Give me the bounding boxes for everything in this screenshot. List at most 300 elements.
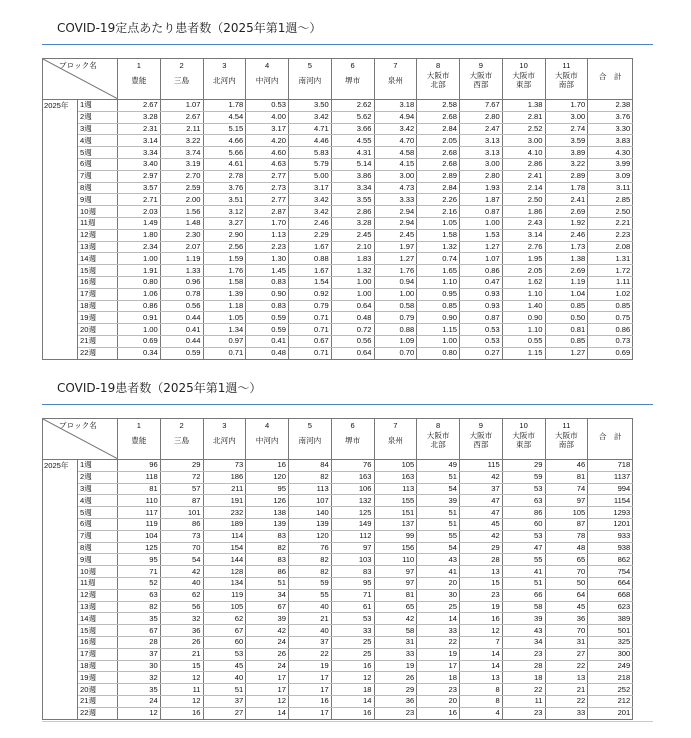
value-cell: 3.22 bbox=[160, 135, 203, 147]
value-cell: 14 bbox=[460, 648, 503, 660]
table-row bbox=[43, 288, 633, 300]
table-row bbox=[43, 566, 633, 578]
value-cell: 1.67 bbox=[289, 241, 332, 253]
column-number: 5 bbox=[307, 421, 312, 430]
value-cell: 12 bbox=[246, 695, 289, 707]
value-cell: 149 bbox=[331, 518, 374, 530]
week-label: 19週 bbox=[78, 312, 118, 324]
week-label: 18週 bbox=[78, 660, 118, 672]
value-cell: 23 bbox=[502, 648, 545, 660]
table-row bbox=[43, 135, 633, 147]
column-number: 6 bbox=[350, 61, 355, 70]
week-label: 6週 bbox=[78, 158, 118, 170]
total-label: 合 計 bbox=[598, 432, 622, 441]
value-cell: 4.55 bbox=[331, 135, 374, 147]
value-cell: 0.64 bbox=[331, 300, 374, 312]
value-cell: 1.93 bbox=[460, 182, 503, 194]
year-cell bbox=[43, 613, 78, 625]
value-cell: 2.68 bbox=[417, 147, 460, 159]
column-name: 豊能 bbox=[131, 76, 147, 85]
value-cell: 66 bbox=[502, 589, 545, 601]
year-cell bbox=[43, 495, 78, 507]
rate-table bbox=[42, 58, 633, 360]
value-cell: 189 bbox=[203, 518, 246, 530]
value-cell: 2.58 bbox=[417, 100, 460, 112]
column-number: 3 bbox=[222, 421, 227, 430]
year-cell: 2025年 bbox=[43, 460, 78, 472]
year-cell bbox=[43, 253, 78, 265]
value-cell: 1.73 bbox=[545, 241, 588, 253]
column-header bbox=[545, 59, 588, 100]
week-label: 13週 bbox=[78, 241, 118, 253]
week-label: 9週 bbox=[78, 194, 118, 206]
value-cell: 0.67 bbox=[289, 335, 332, 347]
column-number: 4 bbox=[265, 421, 270, 430]
value-cell: 0.59 bbox=[246, 312, 289, 324]
year-cell bbox=[43, 265, 78, 277]
value-cell: 29 bbox=[374, 684, 417, 696]
column-number: 7 bbox=[393, 421, 398, 430]
value-cell: 4.54 bbox=[203, 111, 246, 123]
value-cell: 119 bbox=[118, 518, 161, 530]
column-name: 北河内 bbox=[212, 76, 236, 85]
value-cell: 120 bbox=[289, 530, 332, 542]
value-cell: 0.79 bbox=[374, 312, 417, 324]
value-cell: 1.91 bbox=[118, 265, 161, 277]
table-row bbox=[43, 625, 633, 637]
value-cell: 1.76 bbox=[203, 265, 246, 277]
value-cell: 58 bbox=[502, 601, 545, 613]
column-header bbox=[203, 419, 246, 460]
value-cell: 0.59 bbox=[160, 347, 203, 359]
value-cell: 16 bbox=[417, 707, 460, 719]
value-cell: 2.69 bbox=[545, 206, 588, 218]
value-cell: 1.10 bbox=[417, 276, 460, 288]
value-cell: 22 bbox=[545, 660, 588, 672]
total-cell: 3.09 bbox=[588, 170, 633, 182]
column-number: 5 bbox=[307, 61, 312, 70]
value-cell: 0.41 bbox=[246, 335, 289, 347]
column-header bbox=[246, 59, 289, 100]
value-cell: 106 bbox=[331, 483, 374, 495]
value-cell: 1.27 bbox=[460, 241, 503, 253]
corner-label: ブロック名 bbox=[59, 421, 97, 430]
year-cell bbox=[43, 217, 78, 229]
value-cell: 104 bbox=[118, 530, 161, 542]
value-cell: 1.05 bbox=[417, 217, 460, 229]
value-cell: 27 bbox=[203, 707, 246, 719]
value-cell: 21 bbox=[545, 684, 588, 696]
year-cell bbox=[43, 300, 78, 312]
week-label: 20週 bbox=[78, 324, 118, 336]
total-cell: 994 bbox=[588, 483, 633, 495]
column-name: 南河内 bbox=[298, 436, 322, 445]
value-cell: 1.58 bbox=[417, 229, 460, 241]
value-cell: 17 bbox=[246, 672, 289, 684]
value-cell: 0.27 bbox=[460, 347, 503, 359]
value-cell: 32 bbox=[160, 613, 203, 625]
table-row bbox=[43, 471, 633, 483]
table-row bbox=[43, 636, 633, 648]
table-row bbox=[43, 111, 633, 123]
year-cell bbox=[43, 530, 78, 542]
week-label: 2週 bbox=[78, 111, 118, 123]
value-cell: 17 bbox=[246, 684, 289, 696]
value-cell: 16 bbox=[160, 707, 203, 719]
value-cell: 1.58 bbox=[203, 276, 246, 288]
value-cell: 1.13 bbox=[246, 229, 289, 241]
table-row bbox=[43, 182, 633, 194]
value-cell: 37 bbox=[118, 648, 161, 660]
value-cell: 2.46 bbox=[545, 229, 588, 241]
value-cell: 2.10 bbox=[331, 241, 374, 253]
year-cell bbox=[43, 194, 78, 206]
value-cell: 2.94 bbox=[374, 206, 417, 218]
corner-label: ブロック名 bbox=[59, 61, 97, 70]
value-cell: 30 bbox=[118, 660, 161, 672]
year-cell bbox=[43, 542, 78, 554]
total-cell: 2.21 bbox=[588, 217, 633, 229]
table-row bbox=[43, 495, 633, 507]
value-cell: 29 bbox=[160, 460, 203, 472]
value-cell: 4.15 bbox=[374, 158, 417, 170]
value-cell: 52 bbox=[118, 577, 161, 589]
value-cell: 1.04 bbox=[545, 288, 588, 300]
value-cell: 4.66 bbox=[203, 135, 246, 147]
value-cell: 43 bbox=[502, 625, 545, 637]
total-cell: 1.72 bbox=[588, 265, 633, 277]
total-cell: 1.02 bbox=[588, 288, 633, 300]
week-label: 22週 bbox=[78, 347, 118, 359]
column-header bbox=[118, 419, 161, 460]
value-cell: 2.31 bbox=[118, 123, 161, 135]
column-name: 堺市 bbox=[345, 436, 361, 445]
value-cell: 21 bbox=[289, 613, 332, 625]
value-cell: 23 bbox=[374, 707, 417, 719]
value-cell: 51 bbox=[246, 577, 289, 589]
value-cell: 1.27 bbox=[374, 253, 417, 265]
value-cell: 70 bbox=[160, 542, 203, 554]
value-cell: 2.67 bbox=[160, 111, 203, 123]
year-cell bbox=[43, 660, 78, 672]
value-cell: 43 bbox=[417, 554, 460, 566]
value-cell: 0.47 bbox=[460, 276, 503, 288]
value-cell: 0.64 bbox=[331, 347, 374, 359]
value-cell: 2.41 bbox=[502, 170, 545, 182]
week-label: 18週 bbox=[78, 300, 118, 312]
value-cell: 0.41 bbox=[160, 324, 203, 336]
value-cell: 42 bbox=[460, 471, 503, 483]
total-cell: 664 bbox=[588, 577, 633, 589]
total-cell: 0.75 bbox=[588, 312, 633, 324]
value-cell: 0.56 bbox=[331, 335, 374, 347]
value-cell: 11 bbox=[160, 684, 203, 696]
value-cell: 11 bbox=[502, 695, 545, 707]
value-cell: 65 bbox=[545, 554, 588, 566]
value-cell: 12 bbox=[331, 672, 374, 684]
table-row bbox=[43, 241, 633, 253]
value-cell: 0.93 bbox=[460, 288, 503, 300]
value-cell: 0.44 bbox=[160, 335, 203, 347]
value-cell: 128 bbox=[203, 566, 246, 578]
table-row bbox=[43, 613, 633, 625]
value-cell: 3.57 bbox=[118, 182, 161, 194]
value-cell: 0.71 bbox=[289, 324, 332, 336]
value-cell: 0.86 bbox=[118, 300, 161, 312]
total-cell: 1.31 bbox=[588, 253, 633, 265]
value-cell: 40 bbox=[160, 577, 203, 589]
value-cell: 119 bbox=[203, 589, 246, 601]
value-cell: 2.47 bbox=[460, 123, 503, 135]
column-number: 8 bbox=[436, 61, 441, 70]
value-cell: 1.34 bbox=[203, 324, 246, 336]
value-cell: 4.60 bbox=[246, 147, 289, 159]
value-cell: 55 bbox=[502, 554, 545, 566]
value-cell: 33 bbox=[417, 625, 460, 637]
value-cell: 186 bbox=[203, 471, 246, 483]
year-cell bbox=[43, 684, 78, 696]
table-row bbox=[43, 229, 633, 241]
value-cell: 3.27 bbox=[203, 217, 246, 229]
column-name: 大阪市 bbox=[469, 431, 493, 440]
value-cell: 18 bbox=[417, 672, 460, 684]
count-table bbox=[42, 418, 633, 720]
header-corner-cell bbox=[43, 419, 118, 460]
value-cell: 23 bbox=[502, 707, 545, 719]
column-header bbox=[460, 59, 503, 100]
value-cell: 46 bbox=[545, 460, 588, 472]
value-cell: 37 bbox=[460, 483, 503, 495]
value-cell: 105 bbox=[203, 601, 246, 613]
value-cell: 163 bbox=[374, 471, 417, 483]
value-cell: 3.42 bbox=[289, 206, 332, 218]
value-cell: 5.00 bbox=[289, 170, 332, 182]
value-cell: 2.26 bbox=[417, 194, 460, 206]
value-cell: 0.44 bbox=[160, 312, 203, 324]
week-label: 19週 bbox=[78, 672, 118, 684]
week-label: 21週 bbox=[78, 695, 118, 707]
table-row bbox=[43, 335, 633, 347]
week-label: 11週 bbox=[78, 217, 118, 229]
value-cell: 3.51 bbox=[203, 194, 246, 206]
value-cell: 47 bbox=[460, 507, 503, 519]
value-cell: 2.16 bbox=[417, 206, 460, 218]
value-cell: 1.00 bbox=[331, 276, 374, 288]
week-label: 16週 bbox=[78, 636, 118, 648]
value-cell: 1.10 bbox=[502, 288, 545, 300]
total-cell: 2.38 bbox=[588, 100, 633, 112]
value-cell: 73 bbox=[160, 530, 203, 542]
value-cell: 40 bbox=[289, 601, 332, 613]
value-cell: 0.90 bbox=[417, 312, 460, 324]
total-cell: 754 bbox=[588, 566, 633, 578]
value-cell: 2.45 bbox=[331, 229, 374, 241]
value-cell: 1.32 bbox=[331, 265, 374, 277]
value-cell: 56 bbox=[160, 601, 203, 613]
value-cell: 47 bbox=[460, 495, 503, 507]
value-cell: 1.59 bbox=[203, 253, 246, 265]
week-label: 14週 bbox=[78, 613, 118, 625]
value-cell: 1.05 bbox=[203, 312, 246, 324]
table-row bbox=[43, 265, 633, 277]
value-cell: 22 bbox=[289, 648, 332, 660]
value-cell: 67 bbox=[118, 625, 161, 637]
value-cell: 1.65 bbox=[417, 265, 460, 277]
table-row bbox=[43, 147, 633, 159]
column-number: 2 bbox=[179, 421, 184, 430]
value-cell: 47 bbox=[502, 542, 545, 554]
value-cell: 3.14 bbox=[502, 229, 545, 241]
value-cell: 155 bbox=[374, 495, 417, 507]
total-cell: 3.11 bbox=[588, 182, 633, 194]
value-cell: 154 bbox=[203, 542, 246, 554]
value-cell: 45 bbox=[460, 518, 503, 530]
value-cell: 0.80 bbox=[417, 347, 460, 359]
value-cell: 60 bbox=[502, 518, 545, 530]
week-label: 3週 bbox=[78, 483, 118, 495]
value-cell: 2.76 bbox=[502, 241, 545, 253]
year-cell bbox=[43, 636, 78, 648]
value-cell: 2.03 bbox=[118, 206, 161, 218]
value-cell: 28 bbox=[502, 660, 545, 672]
value-cell: 42 bbox=[246, 625, 289, 637]
value-cell: 83 bbox=[246, 554, 289, 566]
value-cell: 3.12 bbox=[203, 206, 246, 218]
value-cell: 37 bbox=[289, 636, 332, 648]
column-number: 2 bbox=[179, 61, 184, 70]
value-cell: 2.81 bbox=[502, 111, 545, 123]
value-cell: 81 bbox=[374, 589, 417, 601]
total-cell: 0.86 bbox=[588, 324, 633, 336]
week-label: 8週 bbox=[78, 542, 118, 554]
value-cell: 16 bbox=[331, 660, 374, 672]
value-cell: 0.79 bbox=[289, 300, 332, 312]
value-cell: 25 bbox=[331, 648, 374, 660]
value-cell: 0.78 bbox=[160, 288, 203, 300]
column-name-line2: 南部 bbox=[558, 440, 574, 449]
year-cell bbox=[43, 566, 78, 578]
value-cell: 3.28 bbox=[331, 217, 374, 229]
column-header bbox=[460, 419, 503, 460]
column-number: 11 bbox=[562, 421, 571, 430]
value-cell: 1.76 bbox=[374, 265, 417, 277]
value-cell: 1.54 bbox=[289, 276, 332, 288]
value-cell: 16 bbox=[331, 707, 374, 719]
value-cell: 41 bbox=[502, 566, 545, 578]
value-cell: 62 bbox=[203, 613, 246, 625]
value-cell: 0.95 bbox=[417, 288, 460, 300]
value-cell: 76 bbox=[289, 542, 332, 554]
value-cell: 1.39 bbox=[203, 288, 246, 300]
value-cell: 0.48 bbox=[331, 312, 374, 324]
total-cell: 4.30 bbox=[588, 147, 633, 159]
value-cell: 23 bbox=[460, 589, 503, 601]
value-cell: 3.42 bbox=[374, 123, 417, 135]
value-cell: 70 bbox=[545, 625, 588, 637]
value-cell: 29 bbox=[460, 542, 503, 554]
value-cell: 40 bbox=[203, 672, 246, 684]
value-cell: 2.86 bbox=[502, 158, 545, 170]
value-cell: 57 bbox=[160, 483, 203, 495]
value-cell: 1.15 bbox=[502, 347, 545, 359]
total-cell: 933 bbox=[588, 530, 633, 542]
year-cell bbox=[43, 471, 78, 483]
value-cell: 0.83 bbox=[246, 300, 289, 312]
value-cell: 0.87 bbox=[460, 206, 503, 218]
table-row bbox=[43, 158, 633, 170]
value-cell: 2.89 bbox=[417, 170, 460, 182]
column-name: 中河内 bbox=[255, 76, 279, 85]
value-cell: 2.80 bbox=[460, 111, 503, 123]
column-number: 8 bbox=[436, 421, 441, 430]
value-cell: 26 bbox=[160, 636, 203, 648]
value-cell: 3.22 bbox=[545, 158, 588, 170]
value-cell: 95 bbox=[118, 554, 161, 566]
value-cell: 0.53 bbox=[460, 335, 503, 347]
value-cell: 5.66 bbox=[203, 147, 246, 159]
value-cell: 1.40 bbox=[502, 300, 545, 312]
value-cell: 76 bbox=[331, 460, 374, 472]
total-cell: 218 bbox=[588, 672, 633, 684]
value-cell: 1.18 bbox=[203, 300, 246, 312]
value-cell: 73 bbox=[203, 460, 246, 472]
value-cell: 110 bbox=[374, 554, 417, 566]
value-cell: 0.71 bbox=[289, 312, 332, 324]
value-cell: 0.83 bbox=[246, 276, 289, 288]
value-cell: 1.00 bbox=[118, 253, 161, 265]
value-cell: 1.33 bbox=[160, 265, 203, 277]
value-cell: 118 bbox=[118, 471, 161, 483]
value-cell: 86 bbox=[502, 507, 545, 519]
value-cell: 53 bbox=[203, 648, 246, 660]
value-cell: 1.00 bbox=[331, 288, 374, 300]
value-cell: 0.81 bbox=[545, 324, 588, 336]
year-cell bbox=[43, 182, 78, 194]
value-cell: 63 bbox=[118, 589, 161, 601]
value-cell: 19 bbox=[289, 660, 332, 672]
value-cell: 107 bbox=[289, 495, 332, 507]
week-label: 10週 bbox=[78, 566, 118, 578]
total-cell: 1.11 bbox=[588, 276, 633, 288]
value-cell: 36 bbox=[374, 695, 417, 707]
table-row bbox=[43, 100, 633, 112]
value-cell: 28 bbox=[118, 636, 161, 648]
value-cell: 2.71 bbox=[118, 194, 161, 206]
column-header bbox=[417, 419, 460, 460]
week-label: 14週 bbox=[78, 253, 118, 265]
value-cell: 19 bbox=[374, 660, 417, 672]
year-cell bbox=[43, 518, 78, 530]
week-label: 12週 bbox=[78, 589, 118, 601]
value-cell: 0.53 bbox=[246, 100, 289, 112]
value-cell: 39 bbox=[417, 495, 460, 507]
value-cell: 2.89 bbox=[545, 170, 588, 182]
table-row bbox=[43, 684, 633, 696]
week-label: 1週 bbox=[78, 460, 118, 472]
value-cell: 2.69 bbox=[545, 265, 588, 277]
table-row bbox=[43, 123, 633, 135]
value-cell: 120 bbox=[246, 471, 289, 483]
year-cell bbox=[43, 135, 78, 147]
value-cell: 138 bbox=[246, 507, 289, 519]
value-cell: 33 bbox=[374, 648, 417, 660]
year-cell bbox=[43, 111, 78, 123]
value-cell: 2.05 bbox=[502, 265, 545, 277]
table-row bbox=[43, 530, 633, 542]
value-cell: 82 bbox=[118, 601, 161, 613]
value-cell: 105 bbox=[374, 460, 417, 472]
value-cell: 87 bbox=[160, 495, 203, 507]
